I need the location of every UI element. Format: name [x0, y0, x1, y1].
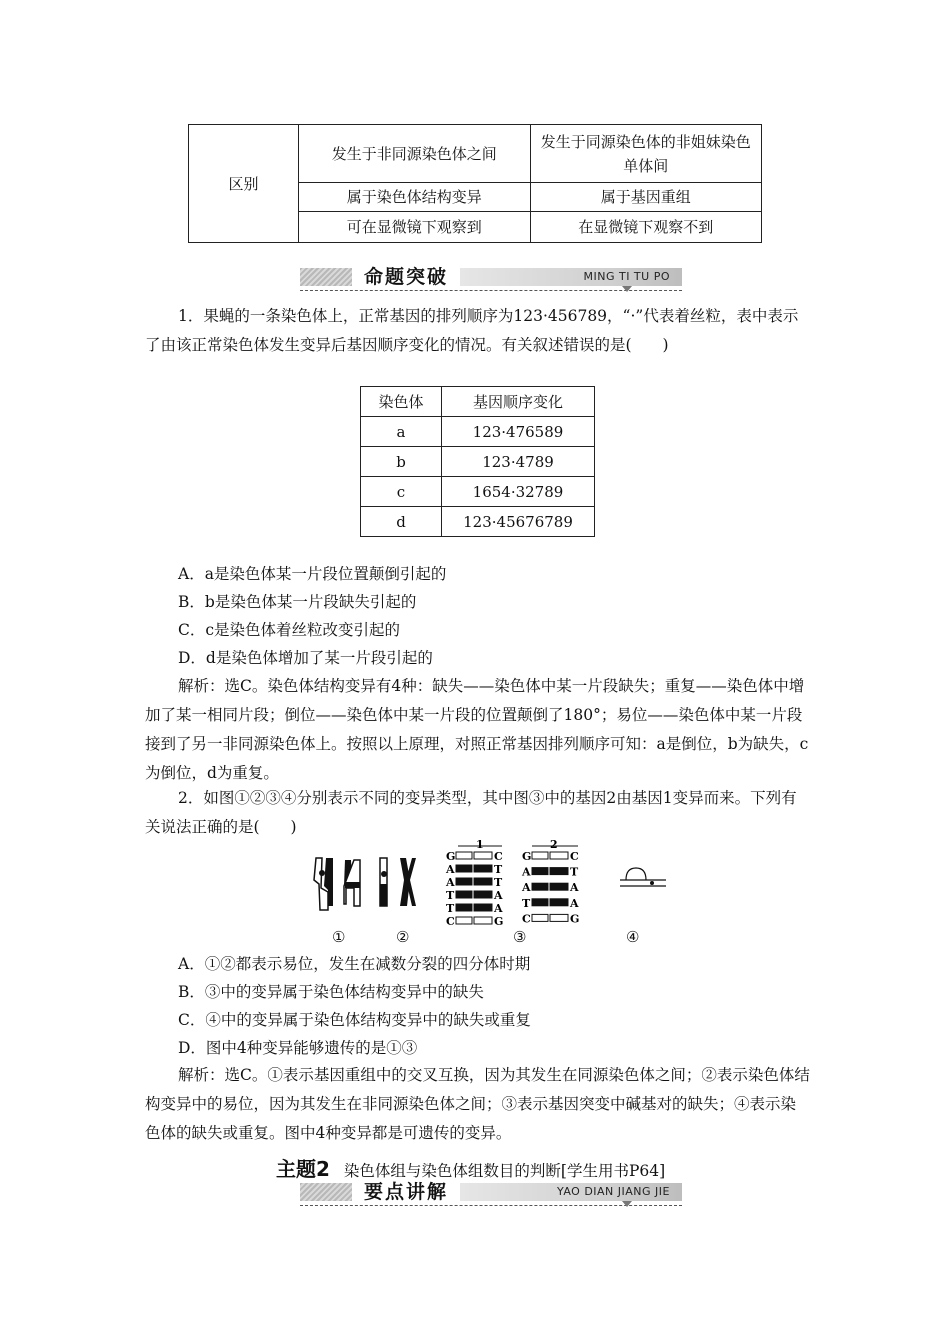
base-pair-bar: [456, 917, 472, 924]
table-cell: 可在显微镜下观察到: [299, 212, 530, 243]
topic-2-heading: [276, 1153, 665, 1182]
base-pair-bar: [532, 914, 548, 921]
banner-decoration: [300, 268, 352, 286]
gene-1-left-bases: [445, 850, 455, 926]
base-letter: T: [494, 876, 503, 889]
triangle-down-icon: [622, 286, 632, 292]
base-letter: T: [522, 896, 531, 910]
option-c: C．④中的变异属于染色体结构变异中的缺失或重复: [178, 1011, 531, 1029]
base-letter: G: [522, 850, 532, 863]
base-pair-bar: [474, 865, 492, 872]
question-1-analysis: 解析：选C。染色体结构变异有4种：缺失——染色体中某一片段缺失；重复——染色体中增加了某一相同片段；倒位——染色体中某一片段的位置颠倒了180°；易位——染色体中某一片段接到了另一非同源染色体上。按照以上原理，对照正常基因排列顺序可知：a是倒位，b为缺失，c为倒位，d为重复。: [145, 677, 809, 782]
base-pair-bar: [456, 865, 472, 872]
base-pair-bar: [550, 914, 568, 921]
option-d: D．d是染色体增加了某一片段引起的: [178, 649, 433, 667]
base-pair-bar: [456, 878, 472, 885]
gene-1-diagram: [445, 840, 503, 926]
base-letter: G: [494, 915, 504, 926]
row-header-difference: 区别: [189, 125, 299, 243]
table-cell: 属于基因重组: [530, 183, 762, 212]
table-cell: 123·45676789: [442, 507, 595, 537]
base-letter: A: [522, 881, 531, 895]
option-c: C．c是染色体着丝粒改变引起的: [178, 621, 401, 639]
gene-2-base-pairs: [532, 852, 568, 921]
table-header: 染色体: [361, 387, 442, 417]
gene-2-diagram: [521, 840, 579, 925]
base-pair-bar: [532, 852, 548, 859]
gene-1-base-pairs: [456, 852, 492, 924]
base-pair-bar: [474, 891, 492, 898]
table-cell: 发生于非同源染色体之间: [299, 125, 530, 183]
base-letter: C: [570, 850, 579, 863]
section-banner-ming-ti-tu-po: [300, 265, 682, 291]
base-letter: C: [446, 915, 455, 926]
base-letter: T: [570, 865, 579, 879]
banner-subtitle: YAO DIAN JIANG JIE: [556, 1185, 670, 1198]
question-1-stem: 1．果蝇的一条染色体上，正常基因的排列顺序为123·456789，“·”代表着丝粒，表中表示了由该正常染色体发生变异后基因顺序变化的情况。有关叙述错误的是( ): [145, 307, 799, 354]
figure-label-3: ③: [513, 928, 527, 946]
base-letter: A: [570, 896, 579, 910]
table-cell: 123·4789: [442, 447, 595, 477]
option-a: A．①②都表示易位，发生在减数分裂的四分体时期: [178, 955, 531, 973]
option-d: D．图中4种变异能够遗传的是①③: [178, 1039, 418, 1057]
table-cell: b: [361, 447, 442, 477]
variation-diagram: [300, 840, 680, 926]
figure-label-4: ④: [626, 928, 640, 946]
triangle-down-icon: [622, 1201, 632, 1207]
base-pair-bar: [474, 917, 492, 924]
table-cell: a: [361, 417, 442, 447]
comparison-table: [188, 124, 762, 243]
gene-2-right-bases: [569, 850, 579, 925]
banner-subtitle: MING TI TU PO: [583, 270, 670, 283]
base-pair-bar: [456, 904, 472, 911]
base-pair-bar: [550, 852, 568, 859]
base-pair-bar: [550, 899, 568, 906]
variation-figure: [300, 840, 680, 950]
base-letter: T: [446, 902, 455, 915]
base-letter: A: [494, 902, 503, 915]
gene-2-left-bases: [521, 850, 531, 925]
gene-2-label: 2: [550, 840, 558, 851]
base-letter: C: [522, 912, 531, 926]
gene-1-right-bases: [493, 850, 503, 926]
table-cell: 属于染色体结构变异: [299, 183, 530, 212]
table-cell: 发生于同源染色体的非姐妹染色单体间: [530, 125, 762, 183]
figure-label-1: ①: [332, 928, 346, 946]
banner-title: 要点讲解: [352, 1180, 460, 1204]
base-pair-bar: [532, 899, 548, 906]
base-letter: G: [570, 912, 580, 926]
banner-decoration: [300, 1183, 352, 1201]
base-letter: A: [494, 889, 503, 902]
base-pair-bar: [456, 891, 472, 898]
gene-1-label: 1: [476, 840, 484, 851]
table-cell: 1654·32789: [442, 477, 595, 507]
table-cell: d: [361, 507, 442, 537]
option-a: A．a是染色体某一片段位置颠倒引起的: [178, 565, 447, 583]
base-pair-bar: [474, 852, 492, 859]
table-cell: 在显微镜下观察不到: [530, 212, 762, 243]
table-header: 基因顺序变化: [442, 387, 595, 417]
topic-number: 主题2: [276, 1157, 330, 1181]
question-2-analysis: 解析：选C。①表示基因重组中的交叉互换，因为其发生在同源染色体之间；②表示染色体结构变异中的易位，因为其发生在非同源染色体之间；③表示基因突变中碱基对的缺失；④表示染色体的缺失或重复。图中4种变异都是可遗传的变异。: [145, 1066, 810, 1142]
table-cell: 123·476589: [442, 417, 595, 447]
base-letter: A: [446, 863, 455, 876]
base-pair-bar: [550, 868, 568, 875]
figure-label-2: ②: [396, 928, 410, 946]
table-cell: c: [361, 477, 442, 507]
base-pair-bar: [532, 883, 548, 890]
base-letter: C: [494, 850, 503, 863]
topic-title: 染色体组与染色体组数目的判断[学生用书P64]: [343, 1162, 666, 1180]
base-pair-bar: [532, 868, 548, 875]
base-pair-bar: [474, 878, 492, 885]
option-b: B．③中的变异属于染色体结构变异中的缺失: [178, 983, 484, 1001]
base-letter: G: [446, 850, 456, 863]
base-pair-bar: [456, 852, 472, 859]
gene-order-table: [360, 386, 595, 537]
base-letter: A: [522, 865, 531, 879]
base-letter: A: [446, 876, 455, 889]
base-letter: T: [446, 889, 455, 902]
base-pair-bar: [550, 883, 568, 890]
section-banner-yao-dian-jiang-jie: [300, 1180, 682, 1206]
base-pair-bar: [474, 904, 492, 911]
banner-title: 命题突破: [352, 265, 460, 289]
option-b: B．b是染色体某一片段缺失引起的: [178, 593, 417, 611]
base-letter: T: [494, 863, 503, 876]
chromosome-pair-1: [314, 858, 360, 910]
question-2-stem: 2．如图①②③④分别表示不同的变异类型，其中图③中的基因2由基因1变异而来。下列有关说法正确的是( ): [145, 789, 797, 836]
base-letter: A: [570, 881, 579, 895]
chromosome-pair-2: [380, 858, 416, 906]
chromosome-loop: [620, 868, 666, 886]
